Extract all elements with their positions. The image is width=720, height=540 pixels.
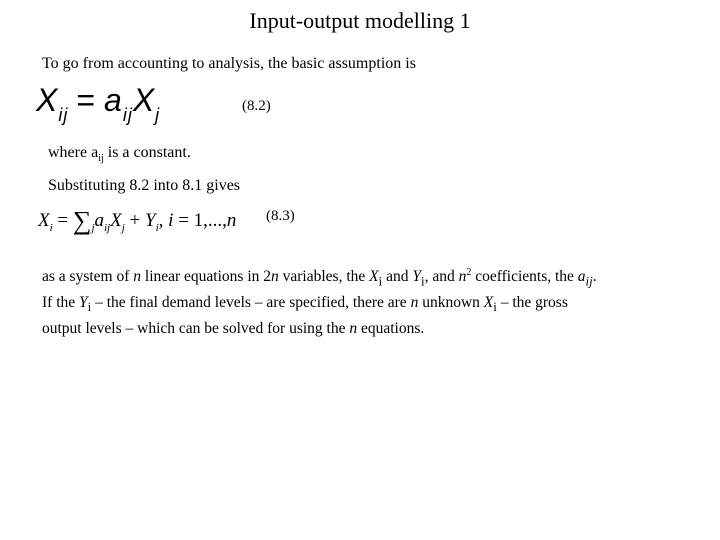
equation-label-8-2: (8.2) [242, 98, 271, 114]
intro-text: To go from accounting to analysis, the basic assumption is [42, 55, 416, 72]
where-text: where $a_{ij}$ is a constant. [48, 144, 191, 165]
equation-8-2: $X_{ij} = a_{ij}X_j$ [36, 82, 161, 125]
paragraph-line-2: If the $Y_i$ – the final demand levels – are specified, there are n unknown $X_i$ – the gross [42, 294, 568, 315]
equation-8-3: $X_i = \sum_ja_{ij}X_j + Y_i$, i = 1,...,n [38, 206, 237, 235]
explanation-paragraph [42, 262, 597, 340]
paragraph-line-3: output levels – which can be solved for using the n equations. [42, 320, 425, 338]
substituting-text: Substituting 8.2 into 8.1 gives [48, 177, 241, 194]
equation-label-8-3: (8.3) [266, 208, 295, 224]
paragraph-line-1: as a system of n linear equations in 2n variables, the $X_i$ and $Y_i$, and $n^2$ coefficients, the $a_{ij}$. [42, 267, 597, 289]
slide-title: Input-output modelling 1 [249, 8, 471, 33]
